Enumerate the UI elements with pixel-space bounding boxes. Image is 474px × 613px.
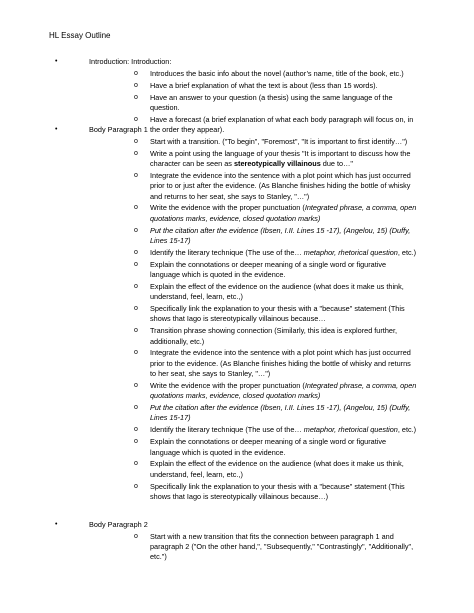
section-heading-text: Body Paragraph 2 [89,520,148,529]
circle-bullet-icon: o [134,404,138,412]
list-item-text: Integrate the evidence into the sentence with a plot point which has just occurred prior to or just after the evidence. (As Blanche finishes hiding the bottle of whisky and returns to her seat, she says to Stanley, "…") [150,170,411,201]
circle-bullet-icon: o [134,327,138,335]
list-item [49,171,474,202]
italic-text-run: Put the citation after the evidence (Ibsen, I.II. Lines 15 -17), (Angelou, 15) (Duffy, Lines 15-17) [150,403,411,423]
circle-bullet-icon: o [134,260,138,268]
circle-bullet-icon: o [134,226,138,234]
italic-text-run: Integrated phrase, a comma, open quotations marks, evidence, closed quotation marks) [150,203,417,223]
list-item-text: Specifically link the explanation to your thesis with a "because" statement (This shows that Iago is stereotypically villainous because…) [150,481,405,501]
italic-text-run: metaphor, rhetorical question [303,425,398,435]
text-run: , etc.) [397,425,417,435]
list-item-text [150,149,418,170]
list-item-text: Transition phrase showing connection (Similarly, this idea is explored further, additionally, etc.) [150,326,397,346]
list-item [49,326,474,347]
list-item [49,532,474,563]
text-run: due to…" [320,159,353,169]
circle-bullet-icon: o [134,248,138,256]
circle-bullet-icon: o [134,482,138,490]
circle-bullet-icon: o [134,349,138,357]
italic-text-run: metaphor, rhetorical question [303,247,398,257]
list-item [49,260,474,281]
list-item-text: Explain the effect of the evidence on the audience (what does it make us think, understand, feel, learn, etc.,) [150,459,404,479]
list-item-text [150,203,418,224]
list-item [49,459,474,480]
bullet-icon: • [55,58,58,65]
list-item [49,348,474,379]
section-body-paragraph-2 [49,520,474,563]
circle-bullet-icon: o [134,305,138,313]
list-item [49,93,474,114]
list-item-text [150,226,418,247]
list-item-text [150,248,418,258]
list-item-text: Start with a new transition that fits the connection between paragraph 1 and paragraph 2 ("On the other hand,", "Subsequently," "Contrastingly", "Additionally", etc.") [150,531,414,562]
italic-text-run: Put the citation after the evidence (Ibsen, I.II. Lines 15 -17), (Angelou, 15) (Duffy, Lines 15-17) [150,225,411,245]
circle-bullet-icon: o [134,381,138,389]
list-item [49,226,474,247]
list-item [49,282,474,303]
text-run: Write the evidence with the proper punctuation ( [150,203,305,213]
section-heading [49,125,474,135]
text-run: Identify the literary technique (The use of the… [150,425,304,435]
list-item [49,203,474,224]
circle-bullet-icon: o [134,204,138,212]
text-run: Write the evidence with the proper punctuation ( [150,380,305,390]
list-item [49,425,474,435]
text-run: Identify the literary technique (The use of the… [150,247,304,257]
list-item-text: Explain the connotations or deeper meaning of a single word or figurative language which is quoted in the evidence. [150,437,387,457]
list-item-text: Explain the effect of the evidence on the audience (what does it make us think, understand, feel, learn, etc.,) [150,281,404,302]
bullet-icon: • [55,521,58,528]
list-item [49,381,474,402]
circle-bullet-icon: o [134,137,138,145]
list-item [49,81,474,91]
italic-text-run: Integrated phrase, a comma, open quotations marks, evidence, closed quotation marks) [150,380,417,401]
bold-text-run: stereotypically villainous [233,159,321,169]
section-heading [49,520,474,530]
list-item-text [150,403,418,424]
list-item [49,248,474,258]
circle-bullet-icon: o [134,69,138,77]
circle-bullet-icon: o [134,115,138,123]
text-run: Write a point using the language of your thesis "It is important to discuss how the character can be seen as [150,148,411,169]
circle-bullet-icon: o [134,149,138,157]
list-item-text [150,381,418,402]
circle-bullet-icon: o [134,426,138,434]
circle-bullet-icon: o [134,171,138,179]
bullet-icon: • [55,126,58,133]
list-item-text: Introduces the basic info about the novel (author’s name, title of the book, etc.) [150,68,404,78]
list-item [49,69,474,79]
circle-bullet-icon: o [134,282,138,290]
list-item [49,482,474,503]
list-item [49,437,474,458]
list-item [49,149,474,170]
list-item [49,304,474,325]
circle-bullet-icon: o [134,81,138,89]
circle-bullet-icon: o [134,93,138,101]
list-item-text: Integrate the evidence into the sentence with a plot point which has just occurred prior to the evidence. (As Blanche finishes hiding the bottle of whisky and returns to her seat, she says to Stanley, "…") [150,348,411,379]
text-run: , etc.) [397,247,417,257]
list-item-text: Have a forecast (a brief explanation of what each body paragraph will focus on, in the order they appear). [150,114,414,135]
section-introduction [49,57,474,135]
list-item-text: Have an answer to your question (a thesis) using the same language of the question. [150,92,393,112]
document-title: HL Essay Outline [49,31,111,40]
circle-bullet-icon: o [134,532,138,540]
list-item-text: Specifically link the explanation to your thesis with a "because" statement (This shows that Iago is stereotypically villainous because… [150,304,405,324]
section-heading [49,57,474,67]
list-item-text [150,425,418,435]
section-heading-text: Introduction: Introduction: [89,57,172,66]
circle-bullet-icon: o [134,438,138,446]
list-item-text: Have a brief explanation of what the text is about (less than 15 words). [150,80,378,90]
section-heading-text: Body Paragraph 1 [89,125,148,134]
list-item-text: Explain the connotations or deeper meaning of a single word or figurative language which is quoted in the evidence. [150,259,387,280]
list-item-text: Start with a transition. ("To begin", "Foremost", "It is important to first identify…") [150,136,408,146]
list-item [49,403,474,424]
list-item [49,137,474,147]
circle-bullet-icon: o [134,460,138,468]
section-body-paragraph-1 [49,125,474,502]
